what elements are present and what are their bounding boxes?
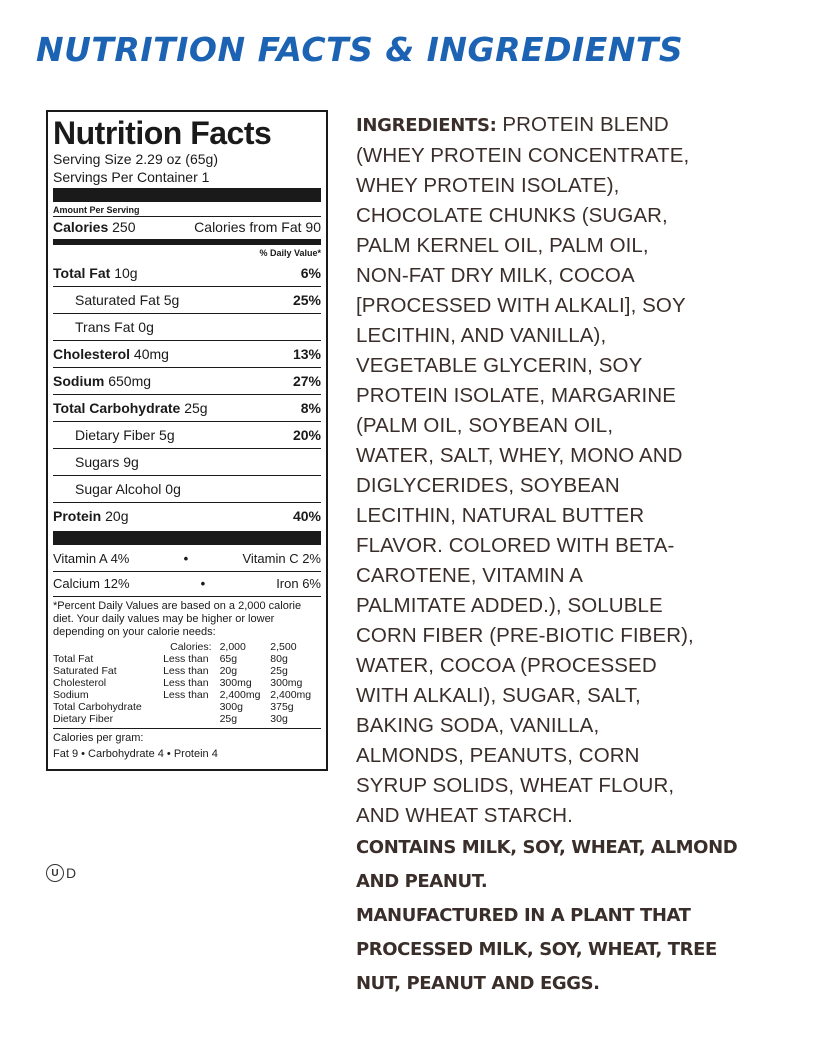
dv-table-cell [163,701,220,713]
ingredients-line: CHOCOLATE CHUNKS (SUGAR, [356,204,668,227]
daily-value-heading: % Daily Value* [259,248,321,258]
ingredients-line: WITH ALKALI), SUGAR, SALT, [356,684,641,707]
nutrient-amount: 25g [184,400,208,416]
nutrient-row [53,260,321,286]
ingredients-line: WHEY PROTEIN ISOLATE), [356,174,620,197]
nutrient-label [53,341,169,367]
nutrient-daily-value: 27% [292,373,321,389]
nutrient-name: Sugar Alcohol [75,481,162,497]
ingredients-text [356,110,756,831]
nutrient-label [53,260,138,286]
ingredients-line: BAKING SODA, VANILLA, [356,714,600,737]
nutrient-label [53,314,154,340]
nutrient-daily-value: 40% [292,508,321,524]
ingredients-heading: INGREDIENTS: [356,115,497,136]
dv-table-cell: Less than [163,677,209,689]
nutrient-label [53,476,181,502]
calories-per-gram-values: Fat 9 • Carbohydrate 4 • Protein 4 [53,748,218,760]
iron: Iron 6% [276,576,321,591]
nutrient-label [53,368,151,394]
nutrient-name: Sodium [53,373,105,389]
ingredients-line: WATER, SALT, WHEY, MONO AND [356,444,683,467]
dv-table-cell: Less than [163,665,209,677]
vitamin-a: Vitamin A 4% [53,551,130,566]
dv-table-cell: 25g [270,665,288,677]
nutrient-amount: 10g [114,265,138,281]
dv-table-cell: 25g [219,713,238,725]
nutrient-row [53,367,321,394]
nutrient-row [53,421,321,448]
ingredients-line: NON-FAT DRY MILK, COCOA [356,264,635,287]
nutrient-row [53,286,321,313]
medium-divider [53,239,321,245]
ingredients-line: AND WHEAT STARCH. [356,804,573,827]
contains-statement [356,831,756,899]
nutrient-name: Cholesterol [53,346,131,362]
manufactured-line: MANUFACTURED IN A PLANT THAT [356,905,691,926]
nutrient-row [53,340,321,367]
dv-table-cell [163,713,220,725]
nutrient-amount: 9g [123,454,139,470]
bullet: • [183,551,189,566]
dv-table-cell: Less than [163,689,209,701]
nutrient-daily-value: 20% [292,427,321,443]
manufactured-statement [356,899,756,1001]
servings-per-container: Servings Per Container 1 [53,169,210,185]
nutrition-facts-label [46,110,328,771]
dv-table-row [53,653,321,665]
ingredients-first-line [356,110,756,141]
calories-per-gram: Calories per gram: [53,732,144,744]
amount-per-serving: Amount Per Serving [53,205,140,215]
dv-table-row [53,713,321,725]
nutrient-name: Total Fat [53,265,111,281]
ingredients-line: PROTEIN ISOLATE, MARGARINE [356,384,677,407]
ingredients-line: VEGETABLE GLYCERIN, SOY [356,354,643,377]
orthodox-union-dairy-symbol [46,864,76,882]
dairy-suffix: D [66,865,77,881]
nutrient-amount: 5g [163,292,180,308]
nutrient-daily-value: 25% [292,292,321,308]
dv-table-cell: Cholesterol [53,677,107,689]
ou-circle-icon: U [46,864,64,882]
serving-size: Serving Size 2.29 oz (65g) [53,151,218,167]
dv-table-cell: 2,400mg [219,689,261,701]
nutrient-label [53,422,175,448]
dv-table-cell: 20g [219,665,238,677]
dv-table-cell: Sodium [53,689,89,701]
nutrient-row [53,502,321,529]
nutrient-daily-value: 13% [292,346,321,362]
ingredients-line: ALMONDS, PEANUTS, CORN [356,744,640,767]
dv-table-cell: 375g [270,701,294,713]
nutrient-daily-value: 8% [300,400,321,416]
dv-table-body [53,653,321,725]
dv-header-2500: 2,500 [270,641,297,653]
calcium: Calcium 12% [53,576,130,591]
manufactured-line: NUT, PEANUT AND EGGS. [356,973,600,994]
nutrient-amount: 650mg [108,373,152,389]
nutrient-name: Protein [53,508,102,524]
ingredients-line: PALMITATE ADDED.), SOLUBLE [356,594,663,617]
nutrient-amount: 40mg [133,346,169,362]
nutrient-name: Total Carbohydrate [53,400,181,416]
bullet: • [200,576,206,591]
calories-value: 250 [112,219,136,235]
nutrient-label [53,287,179,313]
manufactured-line: PROCESSED MILK, SOY, WHEAT, TREE [356,939,717,960]
nutrient-name: Dietary Fiber [75,427,156,443]
mineral-row [53,572,321,596]
thick-divider [53,531,321,545]
ingredients-line: CAROTENE, VITAMIN A [356,564,584,587]
dv-table-cell: 300g [219,701,243,713]
ingredients-line: CORN FIBER (PRE-BIOTIC FIBER), [356,624,694,647]
ingredients-line: (WHEY PROTEIN CONCENTRATE, [356,144,690,167]
nutrient-name: Trans Fat [75,319,135,335]
dv-table-cell: Saturated Fat [53,665,117,677]
nutrient-name: Sugars [75,454,120,470]
dv-table-cell: 30g [270,713,288,725]
dv-header-2000: 2,000 [219,641,246,653]
ingredients-line: PALM KERNEL OIL, PALM OIL, [356,234,649,257]
vitamin-c: Vitamin C 2% [242,551,321,566]
ingredients-line: DIGLYCERIDES, SOYBEAN [356,474,620,497]
ingredients-line: [PROCESSED WITH ALKALI], SOY [356,294,686,317]
dv-table-cell: 80g [270,653,288,665]
ingredients-line: LECITHIN, AND VANILLA), [356,324,607,347]
dv-table-cell: 65g [219,653,238,665]
dv-table-row [53,689,321,701]
dv-table-cell: Total Carbohydrate [53,701,142,713]
nutrient-row [53,313,321,340]
nutrient-amount: 0g [165,481,181,497]
ingredients-line: (PALM OIL, SOYBEAN OIL, [356,414,614,437]
ingredients-line: FLAVOR. COLORED WITH BETA- [356,534,675,557]
contains-line: CONTAINS MILK, SOY, WHEAT, ALMOND [356,837,738,858]
nutrient-daily-value: 6% [300,265,321,281]
dv-table-row [53,701,321,713]
nutrient-label [53,449,139,475]
calories-from-fat: Calories from Fat 90 [194,219,321,235]
nutrient-row [53,448,321,475]
dv-table-row [53,677,321,689]
dv-table-cell: 2,400mg [270,689,312,701]
dv-table-cell: 300mg [219,677,252,689]
daily-value-table [53,641,321,725]
dv-table-header [53,641,321,653]
nutrient-label [53,503,128,529]
daily-value-footnote: *Percent Daily Values are based on a 2,000 calorie diet. Your daily values may be higher or lower depending on your calorie needs: [53,600,302,638]
nutrient-row [53,475,321,502]
ingredients-panel [356,110,756,1001]
dv-table-cell: 300mg [270,677,303,689]
vitamin-row [53,547,321,571]
ingredients-line: LECITHIN, NATURAL BUTTER [356,504,645,527]
nutrient-rows [53,260,321,529]
dv-header-calories: Calories: [170,641,212,653]
divider [53,728,321,729]
page-title: NUTRITION FACTS & INGREDIENTS [36,30,684,69]
divider [53,596,321,597]
dv-table-row [53,665,321,677]
nutrient-row [53,394,321,421]
nutrient-amount: 20g [105,508,129,524]
calories-row [53,217,321,237]
nutrient-label [53,395,208,421]
ingredients-line: SYRUP SOLIDS, WHEAT FLOUR, [356,774,675,797]
contains-line: AND PEANUT. [356,871,488,892]
nutrient-amount: 0g [138,319,154,335]
dv-table-cell: Total Fat [53,653,94,665]
calories-label: Calories [53,219,109,235]
nutrition-facts-title: Nutrition Facts [53,115,272,151]
dv-table-cell: Dietary Fiber [53,713,114,725]
nutrient-amount: 5g [159,427,175,443]
ingredients-line: PROTEIN BLEND [496,113,669,136]
thick-divider [53,188,321,202]
nutrient-name: Saturated Fat [75,292,160,308]
ingredients-line: WATER, COCOA (PROCESSED [356,654,657,677]
dv-table-cell: Less than [163,653,209,665]
